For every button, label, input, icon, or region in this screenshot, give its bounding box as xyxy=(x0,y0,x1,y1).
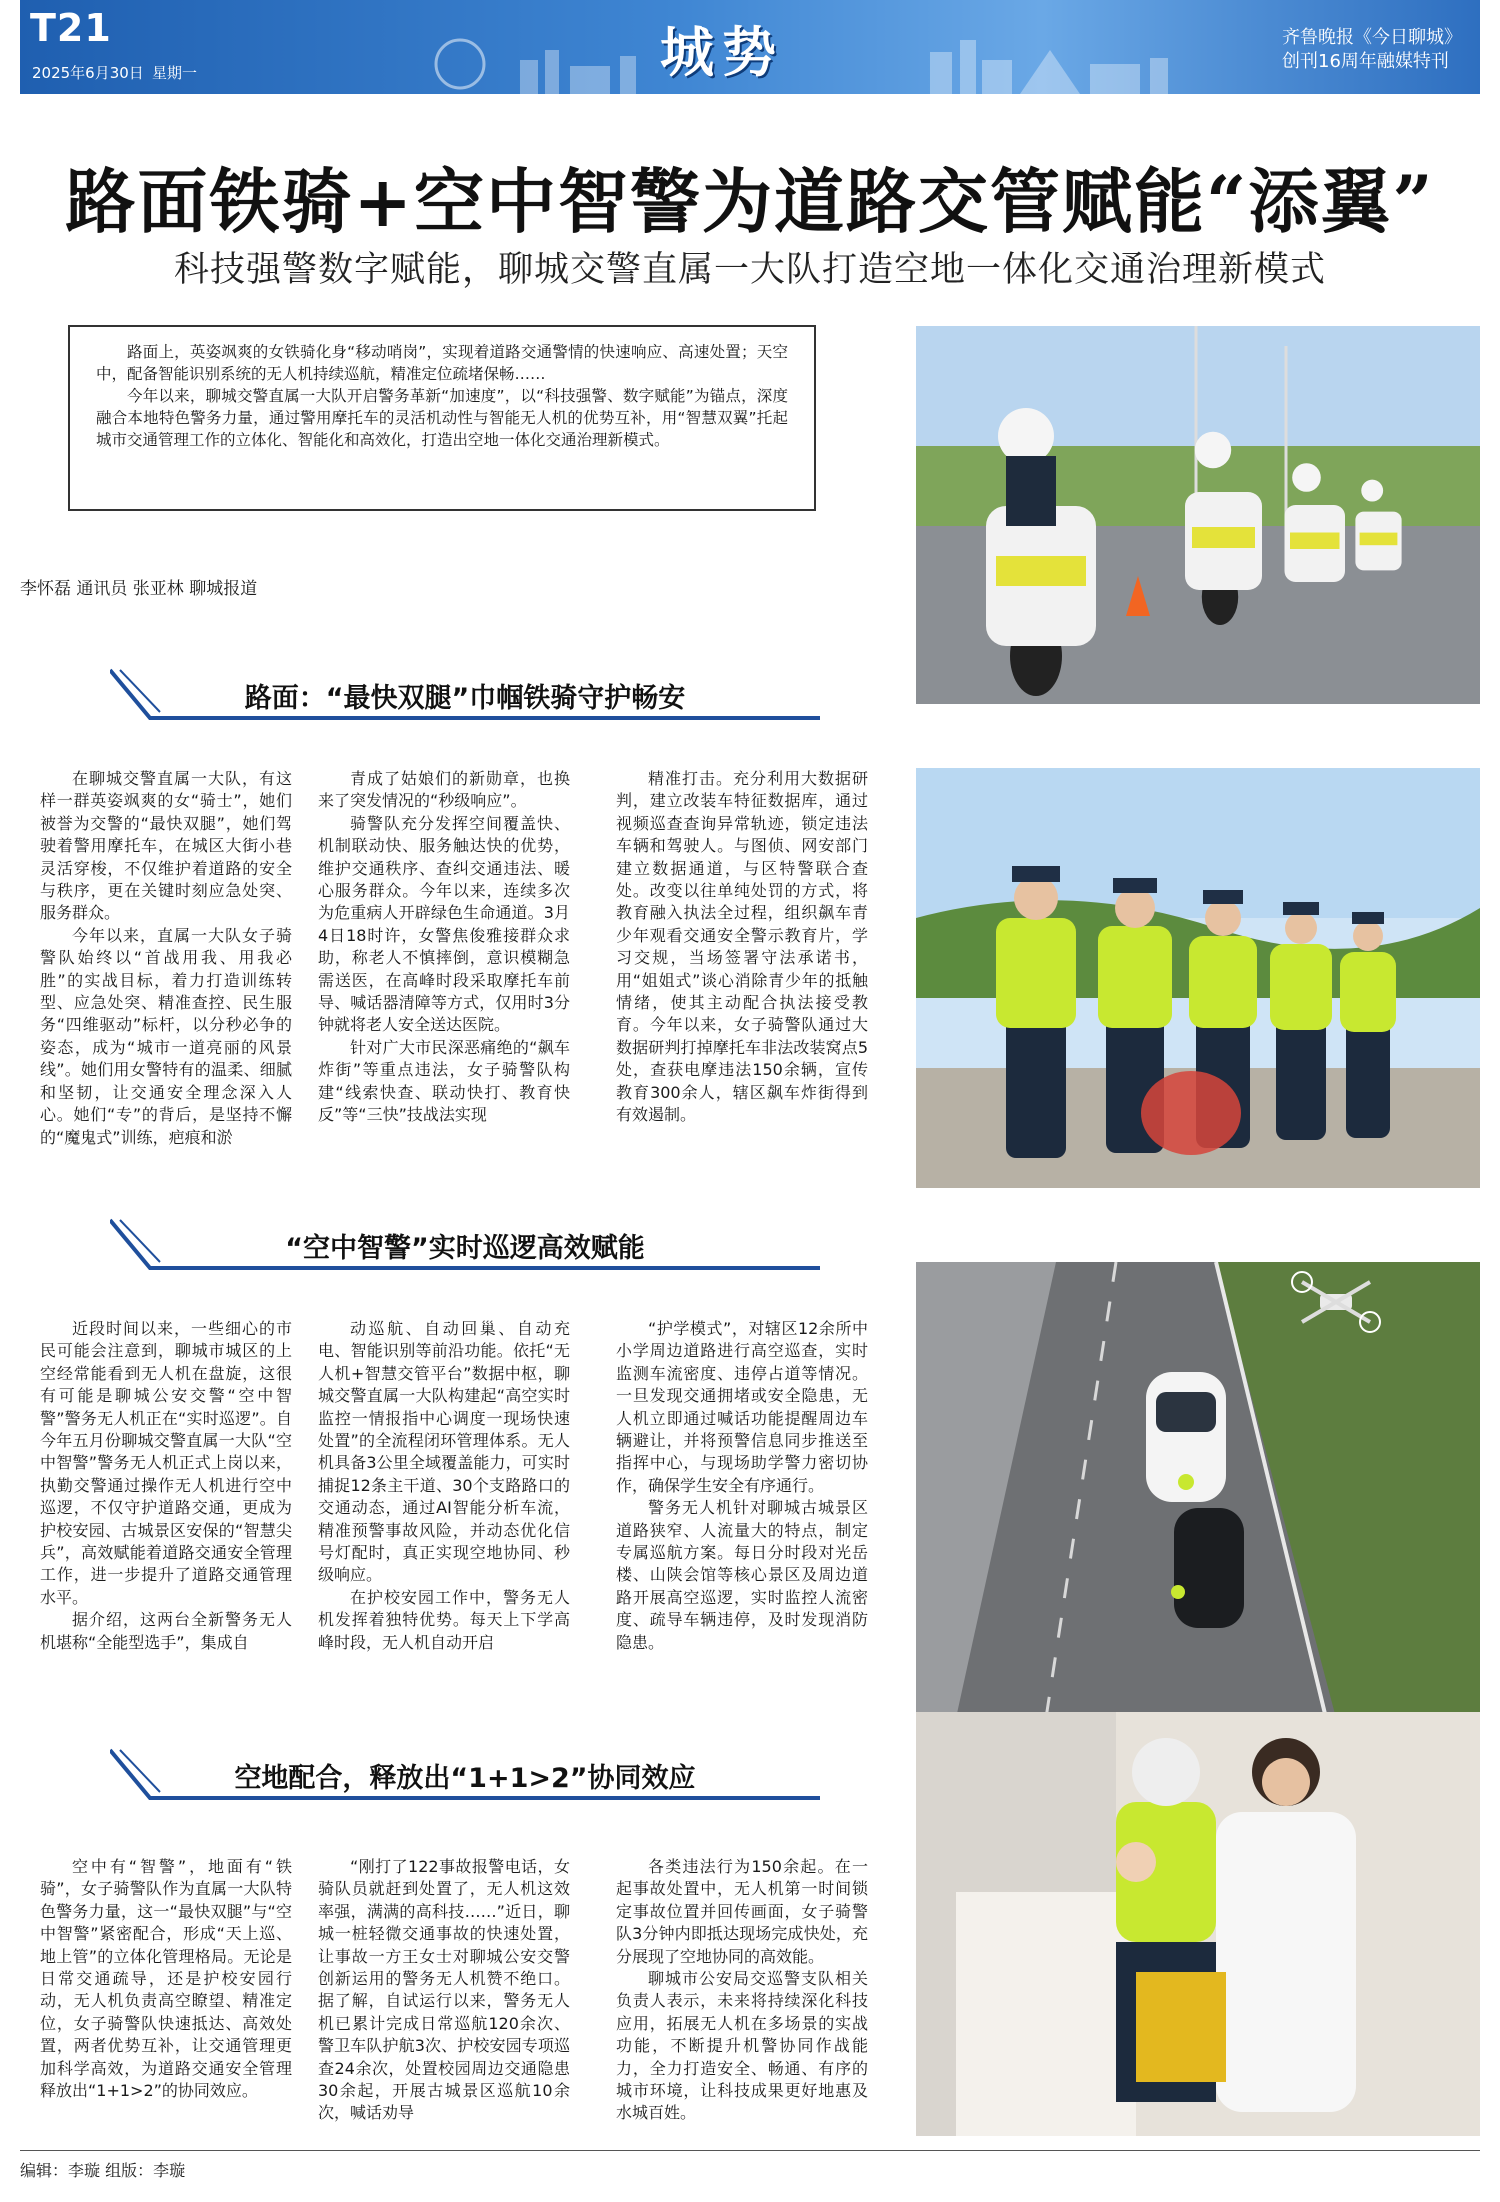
paragraph: 据介绍，这两台全新警务无人机堪称“全能型选手”，集成自 xyxy=(40,1610,292,1652)
article-column xyxy=(318,1856,570,2136)
paragraph: 青成了姑娘们的新勋章，也换来了突发情况的“秒级响应”。 xyxy=(318,769,570,811)
photo-officer-helping-mother xyxy=(916,1712,1480,2136)
photo-female-officers xyxy=(916,768,1480,1188)
article-column xyxy=(40,768,292,1188)
paragraph: 精准打击。充分利用大数据研判，建立改装车特征数据库，通过视频巡查查询异常轨迹，锁定违法车辆和驾驶人。与图侦、网安部门建立数据通道，与区特警联合查处。改变以往单纯处罚的方式，将教育融入执法全过程，组织飙车青少年观看交通安全警示教育片，学习交规，当场签署守法承诺书，用“姐姐式”谈心消除青少年的抵触情绪，使其主动配合执法接受教育。今年以来，女子骑警队通过大数据研判打掉摩托车非法改装窝点5处，查获电摩违法150余辆，宣传教育300余人，辖区飙车炸街得到有效遏制。 xyxy=(616,769,868,1125)
paragraph: 针对广大市民深恶痛绝的“飙车炸街”等重点违法，女子骑警队构建“线索快查、联动快打、教育快反”等“三快”技战法实现 xyxy=(318,1037,570,1125)
footer-credits: 编辑：李璇 组版：李璇 xyxy=(20,2161,186,2180)
masthead xyxy=(20,0,1480,94)
article-column xyxy=(40,1318,292,1718)
intro-paragraph: 今年以来，聊城交警直属一大队开启警务革新“加速度”，以“科技强警、数字赋能”为锚点，深度融合本地特色警务力量，通过警用摩托车的灵活机动性与智能无人机的优势互补，用“智慧双翼”托起城市交通管理工作的立体化、智能化和高效化，打造出空地一体化交通治理新模式。 xyxy=(96,387,788,449)
section-title: 城势 xyxy=(660,21,784,84)
paragraph: 在聊城交警直属一大队，有这样一群英姿飒爽的女“骑士”，她们被誉为交警的“最快双腿”，她们驾驶着警用摩托车，在城区大街小巷灵活穿梭，不仅维护着道路的安全与秩序，更在关键时刻应急处突、服务群众。 xyxy=(40,769,292,923)
photo-drone-traffic xyxy=(916,1262,1480,1718)
article-column xyxy=(616,768,868,1188)
footer-rule xyxy=(20,2150,1480,2151)
section-header-road xyxy=(110,668,820,728)
section-title-coop: 空地配合，释放出“1+1>2”协同效应 xyxy=(234,1763,696,1794)
city-skyline-graphic xyxy=(370,30,1230,94)
photo-motorcycle-patrol xyxy=(916,326,1480,704)
article-column xyxy=(318,1318,570,1718)
paragraph: 警务无人机针对聊城古城景区道路狭窄、人流量大的特点，制定专属巡航方案。每日分时段对光岳楼、山陕会馆等核心景区及周边道路开展高空巡逻，实时监控人流密度、疏导车辆违停，及时发现消防隐患。 xyxy=(616,1498,868,1652)
main-headline: 路面铁骑+空中智警为道路交管赋能“添翼” xyxy=(65,160,1435,243)
paragraph: 聊城市公安局交巡警支队相关负责人表示，未来将持续深化科技应用，拓展无人机在多场景的实战功能，不断提升机警协同作战能力，全力打造安全、畅通、有序的城市环境，让科技成果更好地惠及水城百姓。 xyxy=(616,1969,868,2123)
paragraph: “护学模式”，对辖区12余所中小学周边道路进行高空巡查，实时监测车流密度、违停占道等情况。一旦发现交通拥堵或安全隐患，无人机立即通过喊话功能提醒周边车辆避让，并将预警信息同步推送至指挥中心，与现场助学警力密切协作，确保学生安全有序通行。 xyxy=(616,1319,868,1495)
intro-box xyxy=(68,325,816,511)
page-number: T21 xyxy=(30,6,112,50)
special-edition: 创刊16周年融媒特刊 xyxy=(1282,51,1449,72)
section-header-coop xyxy=(110,1748,820,1808)
paragraph: 动巡航、自动回巢、自动充电、智能识别等前沿功能。依托“无人机+智慧交管平台”数据中枢，聊城交警直属一大队构建起“高空实时监控一情报指中心调度一现场快速处置”的全流程闭环管理体系。无人机具备3公里全域覆盖能力，可实时捕捉12条主干道、30个支路路口的交通动态，通过AI智能分析车流，精准预警事故风险，并动态优化信号灯配时，真正实现空地协同、秒级响应。 xyxy=(318,1319,570,1585)
sub-headline: 科技强警数字赋能，聊城交警直属一大队打造空地一体化交通治理新模式 xyxy=(173,250,1326,290)
paper-info xyxy=(1282,26,1462,74)
paragraph: 今年以来，直属一大队女子骑警队始终以“首战用我、用我必胜”的实战目标，着力打造训练转型、应急处突、精准查控、民生服务“四维驱动”标杆，以分秒必争的姿态，成为“城市一道亮丽的风景线”。她们用女警特有的温柔、细腻和坚韧，让交通安全理念深入人心。她们“专”的背后，是坚持不懈的“魔鬼式”训练，疤痕和淤 xyxy=(40,925,292,1147)
article-column xyxy=(318,768,570,1188)
paragraph: 各类违法行为150余起。在一起事故处置中，无人机第一时间锁定事故位置并回传画面，女子骑警队3分钟内即抵达现场完成快处，充分展现了空地协同的高效能。 xyxy=(616,1857,868,1966)
paragraph: 在护校安园工作中，警务无人机发挥着独特优势。每天上下学高峰时段，无人机自动开启 xyxy=(318,1587,570,1652)
paragraph: 空中有“智警”，地面有“铁骑”，女子骑警队作为直属一大队特色警务力量，这一“最快双腿”与“空中智警”紧密配合，形成“天上巡、地上管”的立体化管理格局。无论是日常交通疏导，还是护校安园行动，无人机负责高空瞭望、精准定位，女子骑警队快速抵达、高效处置，两者优势互补，让交通管理更加科学高效，为道路交通安全管理释放出“1+1>2”的协同效应。 xyxy=(40,1857,292,2101)
section-header-air xyxy=(110,1218,820,1278)
section-title-air: “空中智警”实时巡逻高效赋能 xyxy=(285,1233,645,1264)
byline: 李怀磊 通讯员 张亚林 聊城报道 xyxy=(20,579,258,599)
paragraph: 骑警队充分发挥空间覆盖快、机制联动快、服务触达快的优势，维护交通秩序、查纠交通违法、暖心服务群众。今年以来，连续多次为危重病人开辟绿色生命通道。3月4日18时许，女警焦俊雅接群众求助，称老人不慎摔倒，意识模糊急需送医，在高峰时段采取摩托车前导、喊话器清障等方式，仅用时3分钟就将老人安全送达医院。 xyxy=(318,813,570,1035)
paper-name: 齐鲁晚报《今日聊城》 xyxy=(1282,27,1462,48)
article-column xyxy=(616,1318,868,1718)
issue-date: 2025年6月30日 xyxy=(32,64,144,82)
issue-weekday: 星期一 xyxy=(152,64,198,82)
article-column xyxy=(40,1856,292,2136)
paragraph: 近段时间以来，一些细心的市民可能会注意到，聊城市城区的上空经常能看到无人机在盘旋，这很有可能是聊城公安交警“空中智警”警务无人机正在“实时巡逻”。自今年五月份聊城交警直属一大队“空中智警”警务无人机正式上岗以来，执勤交警通过操作无人机进行空中巡逻，不仅守护道路交通，更成为护校安园、古城景区安保的“智慧尖兵”，高效赋能着道路交通安全管理工作，进一步提升了道路交通管理水平。 xyxy=(40,1319,292,1607)
intro-paragraph: 路面上，英姿飒爽的女铁骑化身“移动哨岗”，实现着道路交通警情的快速响应、高速处置；天空中，配备智能识别系统的无人机持续巡航，精准定位疏堵保畅…… xyxy=(96,343,788,383)
paragraph: “刚打了122事故报警电话，女骑队员就赶到处置了，无人机这效率强，满满的高科技……”近日，聊城一桩轻微交通事故的快速处置，让事故一方王女士对聊城公安交警创新运用的警务无人机赞不绝口。据了解，自试运行以来，警务无人机已累计完成日常巡航120余次、警卫车队护航3次、护校安园专项巡查24余次，处置校园周边交通隐患30余起，开展古城景区巡航10余次，喊话劝导 xyxy=(318,1857,570,2123)
article-column xyxy=(616,1856,868,2136)
section-title-road: 路面：“最快双腿”巾帼铁骑守护畅安 xyxy=(244,683,686,714)
